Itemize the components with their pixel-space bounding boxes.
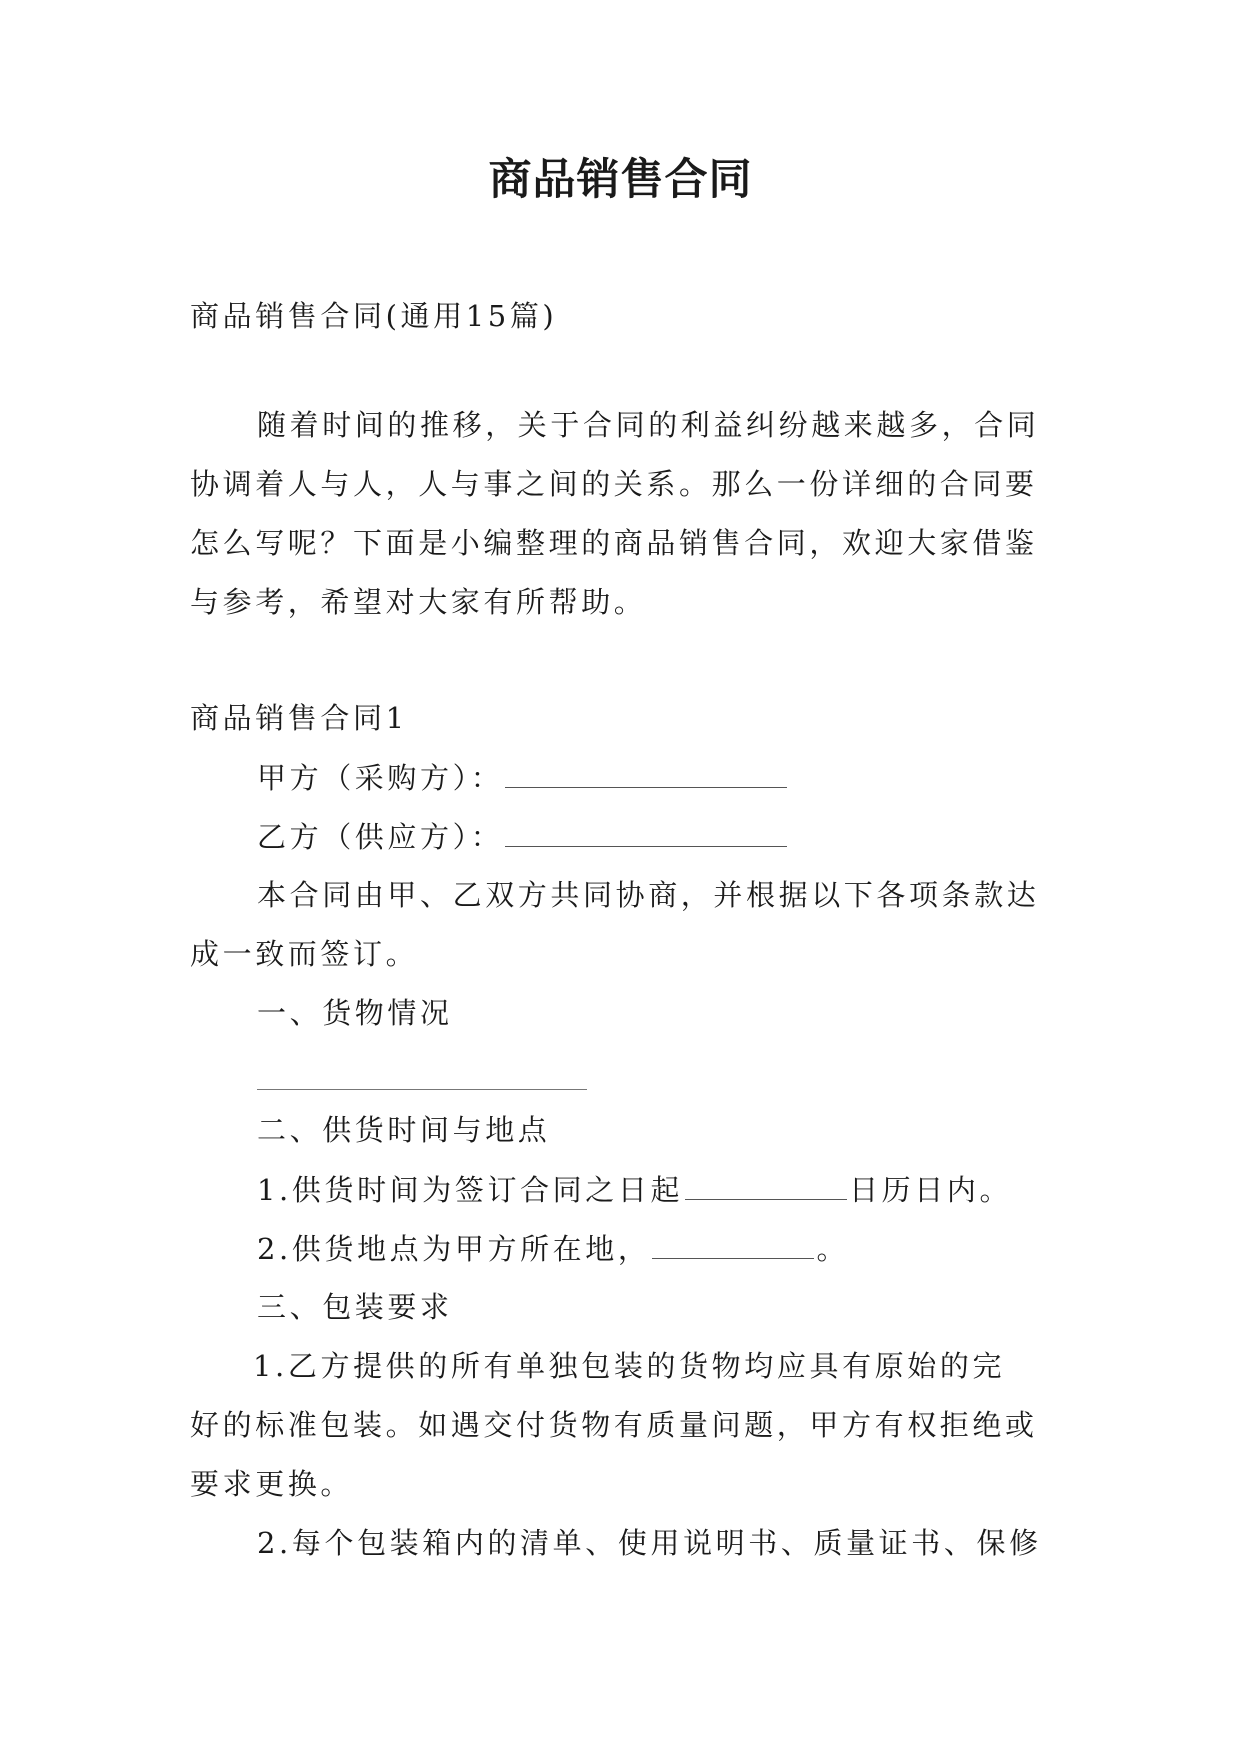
item-3-1-line-2: 好的标准包装。如遇交付货物有质量问题，甲方有权拒绝或 (190, 1408, 1038, 1442)
agreement-line-2: 成一致而签订。 (190, 937, 419, 971)
party-a-blank (505, 757, 787, 788)
item-2-1-suffix: 日历日内。 (849, 1173, 1013, 1207)
item-2-2-blank (652, 1228, 814, 1259)
intro-line-3: 怎么写呢？下面是小编整理的商品销售合同，欢迎大家借鉴 (190, 526, 1038, 560)
item-2-2-suffix: 。 (816, 1232, 850, 1266)
item-3-2: 2.每个包装箱内的清单、使用说明书、质量证书、保修 (257, 1526, 1042, 1560)
intro-line-1: 随着时间的推移，关于合同的利益纠纷越来越多，合同 (257, 408, 1040, 442)
contract-heading: 商品销售合同1 (190, 701, 408, 735)
intro-line-4: 与参考，希望对大家有所帮助。 (190, 585, 647, 619)
item-2-2 (257, 1228, 1050, 1269)
party-a-label: 甲方（采购方）： (257, 761, 504, 795)
item-3-1-line-1: 1.乙方提供的所有单独包装的货物均应具有原始的完 (253, 1349, 1006, 1383)
item-2-1-blank (685, 1169, 847, 1200)
agreement-line-1: 本合同由甲、乙双方共同协商，并根据以下各项条款达 (257, 878, 1040, 912)
goods-blank-line (257, 1089, 587, 1090)
section-2-heading: 二、供货时间与地点 (257, 1113, 551, 1147)
party-b-label: 乙方（供应方）： (257, 820, 504, 854)
item-2-2-text: 2.供货地点为甲方所在地， (257, 1232, 651, 1266)
party-b-blank (505, 816, 787, 847)
section-3-heading: 三、包装要求 (257, 1290, 453, 1324)
item-3-1-line-3: 要求更换。 (190, 1467, 354, 1501)
party-a-line (257, 757, 1050, 798)
intro-line-2: 协调着人与人，人与事之间的关系。那么一份详细的合同要 (190, 467, 1038, 501)
item-2-1-text: 1.供货时间为签订合同之日起 (257, 1173, 684, 1207)
document-title: 商品销售合同 (488, 155, 753, 205)
section-1-heading: 一、货物情况 (257, 996, 453, 1030)
document-subtitle: 商品销售合同(通用15篇) (190, 299, 558, 333)
party-b-line (257, 816, 1050, 857)
item-2-1 (257, 1169, 1050, 1210)
